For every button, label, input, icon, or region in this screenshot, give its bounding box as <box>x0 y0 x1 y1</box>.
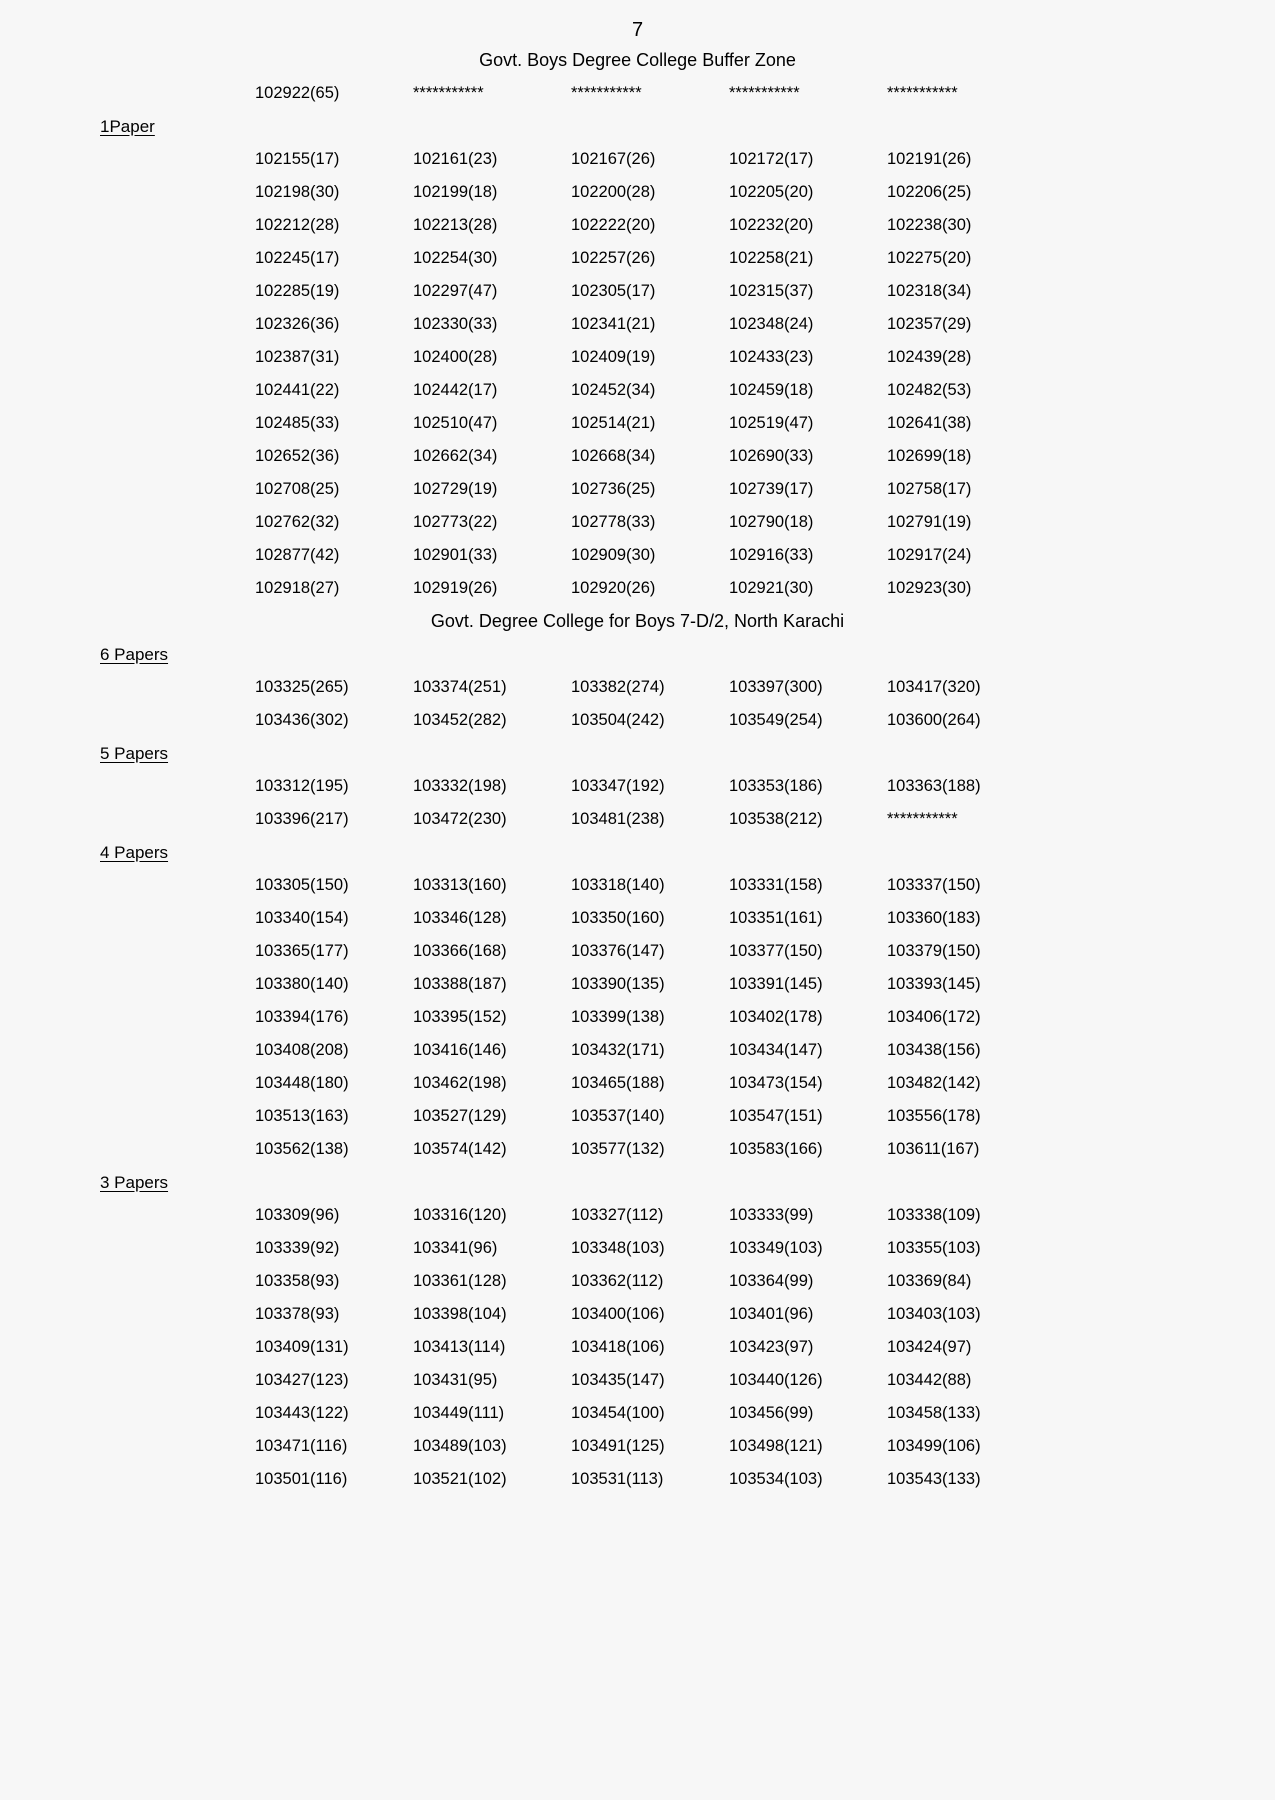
roll-number-cell: 103527(129) <box>413 1107 507 1125</box>
roll-number-cell: 103331(158) <box>729 876 823 894</box>
roll-number-cell: 103537(140) <box>571 1107 665 1125</box>
roll-number-cell: 102916(33) <box>729 546 814 564</box>
roll-number-cell: 102348(24) <box>729 315 814 333</box>
roll-number-cell: 103577(132) <box>571 1140 665 1158</box>
roll-number-cell: 103360(183) <box>887 909 981 927</box>
roll-number-cell: 103333(99) <box>729 1206 814 1224</box>
table-row <box>255 935 1275 968</box>
table-row <box>255 1331 1275 1364</box>
roll-number-cell: 103442(88) <box>887 1371 972 1389</box>
table-row <box>255 704 1275 737</box>
roll-number-cell: 103391(145) <box>729 975 823 993</box>
roll-number-cell: 103504(242) <box>571 711 665 729</box>
table-row <box>255 671 1275 704</box>
roll-number-cell: 102212(28) <box>255 216 340 234</box>
roll-number-cell: 102442(17) <box>413 381 498 399</box>
roll-number-cell: 103347(192) <box>571 777 665 795</box>
roll-number-cell: 102510(47) <box>413 414 498 432</box>
roll-number-cell: 102330(33) <box>413 315 498 333</box>
roll-number-cell: 103393(145) <box>887 975 981 993</box>
roll-number-cell: 103409(131) <box>255 1338 349 1356</box>
roll-number-cell: 103388(187) <box>413 975 507 993</box>
roll-number-cell: 103456(99) <box>729 1404 814 1422</box>
section-heading: 3 Papers <box>100 1172 169 1192</box>
roll-number-cell: 102200(28) <box>571 183 656 201</box>
roll-number-cell: 103337(150) <box>887 876 981 894</box>
roll-number-cell: 102919(26) <box>413 579 498 597</box>
roll-number-cell: 103364(99) <box>729 1272 814 1290</box>
table-row <box>255 770 1275 803</box>
roll-number-cell: 103351(161) <box>729 909 823 927</box>
roll-number-cell: 102326(36) <box>255 315 340 333</box>
roll-number-cell: 103547(151) <box>729 1107 823 1125</box>
table-row <box>255 539 1275 572</box>
table-row <box>255 1463 1275 1496</box>
roll-number-cell: 103401(96) <box>729 1305 814 1323</box>
roll-number-cell: 102257(26) <box>571 249 656 267</box>
roll-number-cell: 103436(302) <box>255 711 349 729</box>
roll-number-cell: 102400(28) <box>413 348 498 366</box>
roll-number-cell: 102921(30) <box>729 579 814 597</box>
roll-number-cell: 103363(188) <box>887 777 981 795</box>
table-row <box>255 341 1275 374</box>
roll-number-cell: 103543(133) <box>887 1470 981 1488</box>
section-heading: 5 Papers <box>100 743 169 763</box>
roll-number-cell: 102699(18) <box>887 447 972 465</box>
roll-number-cell: 103448(180) <box>255 1074 349 1092</box>
roll-number-cell: 102191(26) <box>887 150 972 168</box>
roll-number-cell: 103443(122) <box>255 1404 349 1422</box>
roll-number-cell: 102409(19) <box>571 348 656 366</box>
roll-number-cell: 103338(109) <box>887 1206 981 1224</box>
roll-number-cell: 103440(126) <box>729 1371 823 1389</box>
roll-number-cell: 102482(53) <box>887 381 972 399</box>
table-row <box>255 275 1275 308</box>
roll-number-cell: 102708(25) <box>255 480 340 498</box>
roll-number-cell: 103416(146) <box>413 1041 507 1059</box>
roll-number-cell: 103424(97) <box>887 1338 972 1356</box>
table-row <box>255 572 1275 605</box>
roll-number-cell: 102652(36) <box>255 447 340 465</box>
roll-number-cell: 103408(208) <box>255 1041 349 1059</box>
roll-number-cell: 103332(198) <box>413 777 507 795</box>
roll-number-cell: 103380(140) <box>255 975 349 993</box>
roll-number-cell: 103355(103) <box>887 1239 981 1257</box>
roll-number-cell: 102357(29) <box>887 315 972 333</box>
roll-number-cell: 103449(111) <box>413 1404 505 1422</box>
roll-number-cell: 103395(152) <box>413 1008 507 1026</box>
roll-number-cell: 103377(150) <box>729 942 823 960</box>
roll-number-cell: 103382(274) <box>571 678 665 696</box>
table-row <box>255 1199 1275 1232</box>
roll-number-cell: 103431(95) <box>413 1371 498 1389</box>
roll-number-cell: 103399(138) <box>571 1008 665 1026</box>
roll-number-cell: 103349(103) <box>729 1239 823 1257</box>
table-row <box>255 77 1275 110</box>
roll-number-cell: 103378(93) <box>255 1305 340 1323</box>
roll-number-cell: 102254(30) <box>413 249 498 267</box>
roll-number-cell: 103376(147) <box>571 942 665 960</box>
roll-number-cell: *********** <box>571 84 642 102</box>
table-row <box>255 1232 1275 1265</box>
roll-number-cell: 102762(32) <box>255 513 340 531</box>
table-row <box>255 209 1275 242</box>
roll-number-cell: 103369(84) <box>887 1272 972 1290</box>
roll-number-cell: 102318(34) <box>887 282 972 300</box>
roll-number-cell: 102917(24) <box>887 546 972 564</box>
roll-number-cell: 103489(103) <box>413 1437 507 1455</box>
roll-number-cell: 102285(19) <box>255 282 340 300</box>
roll-number-cell: 103402(178) <box>729 1008 823 1026</box>
roll-number-cell: 103531(113) <box>571 1470 664 1488</box>
roll-number-cell: 102161(23) <box>413 150 498 168</box>
roll-number-cell: 103379(150) <box>887 942 981 960</box>
table-row <box>255 473 1275 506</box>
table-row <box>255 869 1275 902</box>
roll-number-cell: 102920(26) <box>571 579 656 597</box>
results-content <box>0 44 1275 1496</box>
roll-number-cell: *********** <box>887 84 958 102</box>
table-row <box>255 1100 1275 1133</box>
roll-number-cell: 102791(19) <box>887 513 972 531</box>
table-row <box>255 143 1275 176</box>
roll-number-cell: 103462(198) <box>413 1074 507 1092</box>
roll-number-cell: 103521(102) <box>413 1470 507 1488</box>
roll-number-cell: 102206(25) <box>887 183 972 201</box>
roll-number-cell: 102778(33) <box>571 513 656 531</box>
table-row <box>255 1034 1275 1067</box>
roll-number-cell: 102901(33) <box>413 546 498 564</box>
roll-number-cell: 103498(121) <box>729 1437 823 1455</box>
roll-number-cell: 103513(163) <box>255 1107 349 1125</box>
roll-number-cell: 102155(17) <box>255 150 340 168</box>
roll-number-cell: 102441(22) <box>255 381 340 399</box>
roll-number-cell: *********** <box>413 84 484 102</box>
roll-number-cell: 103397(300) <box>729 678 823 696</box>
roll-number-cell: 102433(23) <box>729 348 814 366</box>
roll-number-cell: 103398(104) <box>413 1305 507 1323</box>
section-heading: 4 Papers <box>100 842 169 862</box>
table-row <box>255 176 1275 209</box>
roll-number-cell: 103313(160) <box>413 876 507 894</box>
table-row <box>255 1133 1275 1166</box>
roll-number-cell: 103481(238) <box>571 810 665 828</box>
roll-number-cell: *********** <box>887 810 958 828</box>
roll-number-cell: 103327(112) <box>571 1206 664 1224</box>
roll-number-cell: 103472(230) <box>413 810 507 828</box>
roll-number-cell: 103366(168) <box>413 942 507 960</box>
roll-number-cell: 103435(147) <box>571 1371 665 1389</box>
college-title: Govt. Boys Degree College Buffer Zone <box>479 50 796 70</box>
roll-number-cell: 103482(142) <box>887 1074 981 1092</box>
roll-number-cell: 103491(125) <box>571 1437 665 1455</box>
table-row <box>255 506 1275 539</box>
roll-number-cell: 102232(20) <box>729 216 814 234</box>
roll-number-cell: 102315(37) <box>729 282 814 300</box>
table-row <box>255 1265 1275 1298</box>
roll-number-cell: 103396(217) <box>255 810 349 828</box>
roll-number-cell: 103394(176) <box>255 1008 349 1026</box>
roll-number-cell: 102922(65) <box>255 84 340 102</box>
roll-number-cell: 102690(33) <box>729 447 814 465</box>
roll-number-cell: 102245(17) <box>255 249 340 267</box>
roll-number-cell: 103361(128) <box>413 1272 507 1290</box>
roll-number-cell: 103574(142) <box>413 1140 507 1158</box>
roll-number-cell: 103312(195) <box>255 777 349 795</box>
roll-number-cell: 103549(254) <box>729 711 823 729</box>
roll-number-cell: 102167(26) <box>571 150 656 168</box>
table-row <box>255 1364 1275 1397</box>
roll-number-cell: 102275(20) <box>887 249 972 267</box>
roll-number-cell: 103400(106) <box>571 1305 665 1323</box>
roll-number-cell: 103358(93) <box>255 1272 340 1290</box>
roll-number-cell: 102877(42) <box>255 546 340 564</box>
roll-number-cell: 103350(160) <box>571 909 665 927</box>
roll-number-cell: 103403(103) <box>887 1305 981 1323</box>
roll-number-cell: 103556(178) <box>887 1107 981 1125</box>
roll-number-cell: 102387(31) <box>255 348 340 366</box>
roll-number-cell: 103406(172) <box>887 1008 981 1026</box>
roll-number-cell: 103365(177) <box>255 942 349 960</box>
roll-number-cell: 103318(140) <box>571 876 665 894</box>
roll-number-cell: 103454(100) <box>571 1404 665 1422</box>
roll-number-cell: 102297(47) <box>413 282 498 300</box>
roll-number-cell: 102213(28) <box>413 216 498 234</box>
roll-number-cell: 102773(22) <box>413 513 498 531</box>
roll-number-cell: 102662(34) <box>413 447 498 465</box>
table-row <box>255 1430 1275 1463</box>
roll-number-cell: 102199(18) <box>413 183 498 201</box>
roll-number-cell: 103458(133) <box>887 1404 981 1422</box>
table-row <box>255 1067 1275 1100</box>
roll-number-cell: 103348(103) <box>571 1239 665 1257</box>
roll-number-cell: 102519(47) <box>729 414 814 432</box>
table-row <box>255 1397 1275 1430</box>
roll-number-cell: 103434(147) <box>729 1041 823 1059</box>
roll-number-cell: 103423(97) <box>729 1338 814 1356</box>
table-row <box>255 1001 1275 1034</box>
roll-number-cell: 102909(30) <box>571 546 656 564</box>
roll-number-cell: 103562(138) <box>255 1140 349 1158</box>
roll-number-cell: 103583(166) <box>729 1140 823 1158</box>
roll-number-cell: 102514(21) <box>571 414 656 432</box>
roll-number-cell: 102668(34) <box>571 447 656 465</box>
roll-number-cell: 103346(128) <box>413 909 507 927</box>
table-row <box>255 902 1275 935</box>
roll-number-cell: 102758(17) <box>887 480 972 498</box>
college-title: Govt. Degree College for Boys 7-D/2, North Karachi <box>430 611 845 631</box>
roll-number-cell: 102736(25) <box>571 480 656 498</box>
table-row <box>255 374 1275 407</box>
section-heading: 1Paper <box>100 116 155 136</box>
roll-number-cell: 103611(167) <box>887 1140 980 1158</box>
roll-number-cell: 103316(120) <box>413 1206 507 1224</box>
roll-number-cell: 103340(154) <box>255 909 349 927</box>
roll-number-cell: 103538(212) <box>729 810 823 828</box>
table-row <box>255 1298 1275 1331</box>
table-row <box>255 440 1275 473</box>
roll-number-cell: 102305(17) <box>571 282 656 300</box>
roll-number-cell: 103418(106) <box>571 1338 665 1356</box>
roll-number-cell: 102198(30) <box>255 183 340 201</box>
roll-number-cell: 102459(18) <box>729 381 814 399</box>
roll-number-cell: 103417(320) <box>887 678 981 696</box>
roll-number-cell: 103499(106) <box>887 1437 981 1455</box>
roll-number-cell: 103341(96) <box>413 1239 498 1257</box>
table-row <box>255 803 1275 836</box>
table-row <box>255 308 1275 341</box>
roll-number-cell: 103309(96) <box>255 1206 340 1224</box>
table-row <box>255 407 1275 440</box>
roll-number-cell: 103353(186) <box>729 777 823 795</box>
roll-number-cell: 102641(38) <box>887 414 972 432</box>
table-row <box>255 968 1275 1001</box>
roll-number-cell: 103452(282) <box>413 711 507 729</box>
roll-number-cell: 103501(116) <box>255 1470 348 1488</box>
roll-number-cell: 103534(103) <box>729 1470 823 1488</box>
section-heading: 6 Papers <box>100 644 169 664</box>
roll-number-cell: 103390(135) <box>571 975 665 993</box>
roll-number-cell: 102485(33) <box>255 414 340 432</box>
roll-number-cell: 103473(154) <box>729 1074 823 1092</box>
roll-number-cell: 102918(27) <box>255 579 340 597</box>
roll-number-cell: 103600(264) <box>887 711 981 729</box>
roll-number-cell: 103465(188) <box>571 1074 665 1092</box>
roll-number-cell: 102790(18) <box>729 513 814 531</box>
roll-number-cell: 103305(150) <box>255 876 349 894</box>
roll-number-cell: *********** <box>729 84 800 102</box>
roll-number-cell: 103438(156) <box>887 1041 981 1059</box>
roll-number-cell: 102452(34) <box>571 381 656 399</box>
roll-number-cell: 103413(114) <box>413 1338 506 1356</box>
roll-number-cell: 102205(20) <box>729 183 814 201</box>
roll-number-cell: 102439(28) <box>887 348 972 366</box>
roll-number-cell: 102729(19) <box>413 480 498 498</box>
roll-number-cell: 103362(112) <box>571 1272 664 1290</box>
roll-number-cell: 102238(30) <box>887 216 972 234</box>
roll-number-cell: 102739(17) <box>729 480 814 498</box>
roll-number-cell: 103471(116) <box>255 1437 348 1455</box>
roll-number-cell: 102172(17) <box>729 150 814 168</box>
roll-number-cell: 103427(123) <box>255 1371 349 1389</box>
roll-number-cell: 103325(265) <box>255 678 349 696</box>
roll-number-cell: 102341(21) <box>571 315 656 333</box>
table-row <box>255 242 1275 275</box>
roll-number-cell: 103374(251) <box>413 678 507 696</box>
roll-number-cell: 102923(30) <box>887 579 972 597</box>
roll-number-cell: 102258(21) <box>729 249 814 267</box>
roll-number-cell: 103339(92) <box>255 1239 340 1257</box>
page-number: 7 <box>631 19 644 41</box>
roll-number-cell: 103432(171) <box>571 1041 665 1059</box>
roll-number-cell: 102222(20) <box>571 216 656 234</box>
